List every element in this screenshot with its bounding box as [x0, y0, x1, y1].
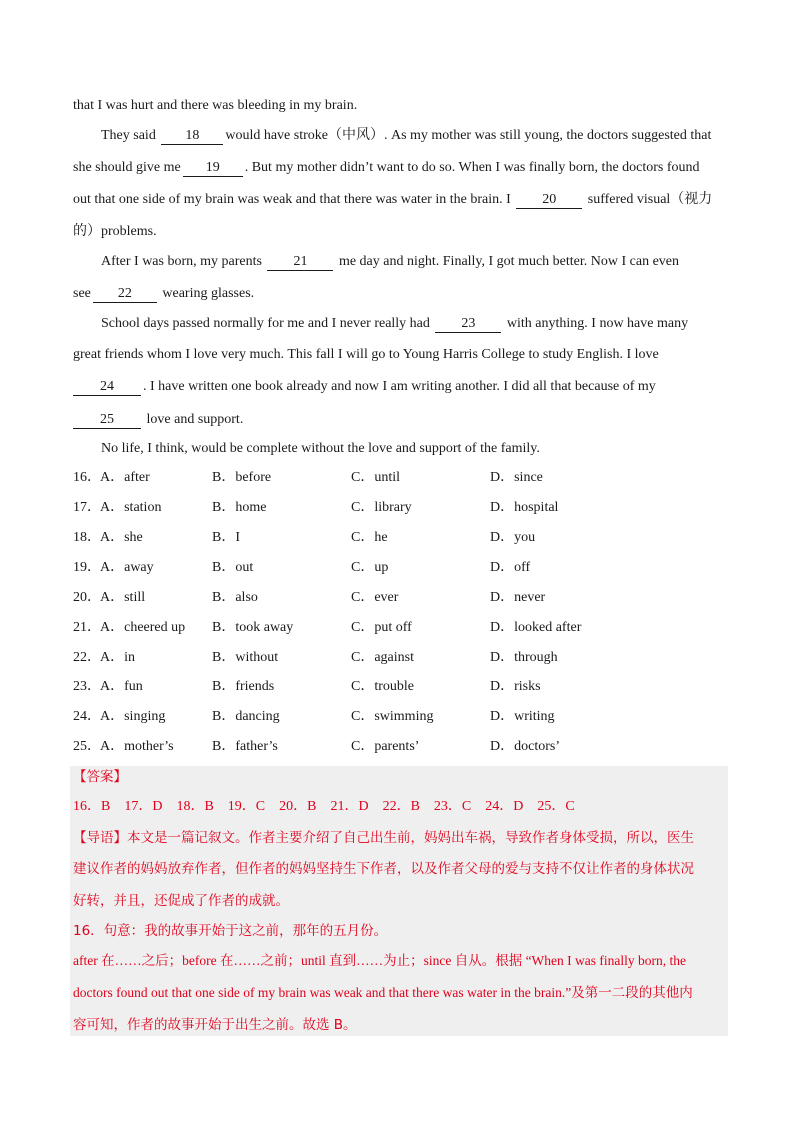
- option-c: C．up: [351, 560, 389, 575]
- question-number: 22．: [73, 650, 101, 665]
- option-a: A．still: [100, 590, 146, 605]
- question-row-22: [73, 649, 733, 667]
- option-a: A．fun: [100, 679, 143, 694]
- passage-paragraph-18: [101, 127, 711, 145]
- question-row-20: [73, 589, 733, 607]
- option-a: A．away: [100, 560, 154, 575]
- blank-19: 19: [183, 160, 243, 177]
- passage-text: out that one side of my brain was weak and that there was water in the brain. I: [73, 192, 515, 207]
- question-number: 20．: [73, 590, 101, 605]
- option-b: B．took away: [212, 620, 294, 635]
- passage-text: me day and night. Finally, I got much better. Now I can even: [335, 254, 680, 269]
- explanation-16-heading: 16．句意：我的故事开始于这之前，那年的五月份。: [73, 923, 388, 939]
- passage-line: great friends whom I love very much. This fall I will go to Young Harris College to study English. I love: [73, 347, 659, 362]
- passage-line-24: [73, 378, 656, 396]
- option-c: C．swimming: [351, 709, 434, 724]
- guide-text: 【导语】本文是一篇记叙文。作者主要介绍了自己出生前，妈妈出车祸，导致作者身体受损，所以，医生: [73, 830, 694, 846]
- question-row-18: [73, 529, 733, 547]
- question-number: 21．: [73, 620, 101, 635]
- explanation-text: 容可知，作者的故事开始于出生之前。故选 B。: [73, 1017, 357, 1033]
- passage-text: After I was born, my parents: [101, 254, 266, 269]
- answer-heading: 【答案】: [73, 769, 127, 785]
- passage-text: School days passed normally for me and I never really had: [101, 316, 434, 331]
- passage-text: would have stroke（中风）. As my mother was still young, the doctors suggested that: [225, 128, 712, 143]
- option-c: C．trouble: [351, 679, 414, 694]
- option-b: B．before: [212, 470, 272, 485]
- passage-line: 的）problems.: [73, 224, 157, 239]
- blank-23: 23: [435, 316, 501, 333]
- option-b: B．also: [212, 590, 258, 605]
- option-c: C．library: [351, 500, 412, 515]
- question-number: 25．: [73, 739, 101, 754]
- answer-keys: 16．B 17．D 18．B 19．C 20．B 21．D 22．B 23．C 24．D 25．C: [73, 799, 575, 814]
- option-b: B．father’s: [212, 739, 278, 754]
- blank-18: 18: [161, 128, 223, 145]
- option-d: D．writing: [490, 709, 555, 724]
- question-row-24: [73, 708, 733, 726]
- question-row-16: [73, 469, 733, 487]
- question-row-17: [73, 499, 733, 517]
- blank-20: 20: [516, 192, 582, 209]
- question-number: 19．: [73, 560, 101, 575]
- passage-line-20: [73, 191, 712, 209]
- option-c: C．ever: [351, 590, 399, 605]
- passage-text: . But my mother didn’t want to do so. When I was finally born, the doctors found: [244, 160, 700, 175]
- option-c: C．parents’: [351, 739, 420, 754]
- question-row-21: [73, 619, 733, 637]
- passage-paragraph-23: [101, 315, 688, 333]
- question-row-25: [73, 738, 733, 756]
- guide-text: 好转，并且，还促成了作者的成就。: [73, 893, 289, 909]
- option-c: C．against: [351, 650, 414, 665]
- option-a: A．cheered up: [100, 620, 186, 635]
- blank-25: 25: [73, 412, 141, 429]
- option-a: A．mother’s: [100, 739, 174, 754]
- option-d: D．hospital: [490, 500, 559, 515]
- question-number: 16．: [73, 470, 101, 485]
- explanation-text: after 在……之后；before 在……之前；until 直到……为止；since 自从。根据 “When I was finally born, the: [73, 953, 687, 968]
- question-row-19: [73, 559, 733, 577]
- option-d: D．you: [490, 530, 536, 545]
- blank-22: 22: [93, 286, 157, 303]
- blank-24: 24: [73, 379, 141, 396]
- question-number: 17．: [73, 500, 101, 515]
- option-b: B．without: [212, 650, 279, 665]
- option-b: B．dancing: [212, 709, 280, 724]
- option-a: A．she: [100, 530, 143, 545]
- blank-21: 21: [267, 254, 333, 271]
- option-a: A．after: [100, 470, 150, 485]
- option-d: D．since: [490, 470, 543, 485]
- guide-text: 建议作者的妈妈放弃作者，但作者的妈妈坚持生下作者，以及作者父母的爱与支持不仅让作者的身体状况: [73, 861, 694, 877]
- passage-line-19: [73, 159, 700, 177]
- option-a: A．singing: [100, 709, 166, 724]
- option-c: C．until: [351, 470, 401, 485]
- question-number: 24．: [73, 709, 101, 724]
- explanation-text: doctors found out that one side of my brain was weak and that there was water in the brain.”及第一二段的其他内: [73, 985, 693, 1000]
- option-b: B．home: [212, 500, 267, 515]
- passage-line: that I was hurt and there was bleeding in my brain.: [73, 98, 358, 113]
- passage-text: she should give me: [73, 160, 181, 175]
- option-a: A．station: [100, 500, 162, 515]
- passage-text: with anything. I now have many: [503, 316, 689, 331]
- option-d: D．through: [490, 650, 558, 665]
- passage-text: suffered visual（视力: [584, 192, 713, 207]
- option-d: D．doctors’: [490, 739, 560, 754]
- option-d: D．risks: [490, 679, 541, 694]
- passage-closing: No life, I think, would be complete without the love and support of the family.: [101, 441, 540, 456]
- option-d: D．never: [490, 590, 546, 605]
- option-c: C．he: [351, 530, 388, 545]
- option-b: B．out: [212, 560, 254, 575]
- passage-text: see: [73, 286, 91, 301]
- option-c: C．put off: [351, 620, 412, 635]
- passage-paragraph-21: [101, 253, 679, 271]
- question-number: 18．: [73, 530, 101, 545]
- option-d: D．looked after: [490, 620, 582, 635]
- passage-line-22: [73, 285, 254, 303]
- option-d: D．off: [490, 560, 531, 575]
- passage-line-25: [73, 411, 243, 429]
- option-b: B．friends: [212, 679, 275, 694]
- option-a: A．in: [100, 650, 135, 665]
- passage-text: love and support.: [143, 412, 244, 427]
- passage-text: . I have written one book already and now I am writing another. I did all that because of my: [143, 379, 656, 394]
- question-number: 23．: [73, 679, 101, 694]
- passage-text: wearing glasses.: [158, 286, 255, 301]
- option-b: B．I: [212, 530, 240, 545]
- passage-text: They said: [101, 128, 160, 143]
- question-row-23: [73, 678, 733, 696]
